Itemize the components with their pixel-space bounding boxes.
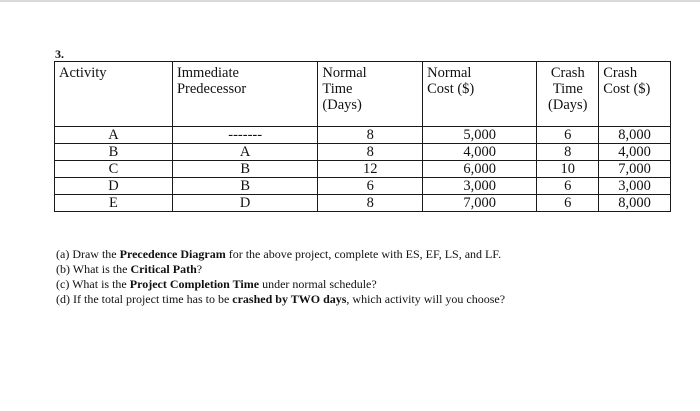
cell-normal-time: 8 <box>318 144 423 161</box>
cell-normal-time: 8 <box>318 127 423 144</box>
question-text: ? <box>196 262 203 276</box>
header-line: Activity <box>59 65 107 81</box>
table-row <box>55 195 671 212</box>
cell-crash-cost: 7,000 <box>599 161 671 178</box>
cell-crash-time: 8 <box>537 144 599 161</box>
header-activity <box>55 62 173 127</box>
cell-crash-cost: 8,000 <box>599 127 671 144</box>
cell-activity: D <box>55 178 173 195</box>
header-normal-time <box>318 62 423 127</box>
question-text: (b) What is the <box>56 262 131 276</box>
question-emphasis: Critical Path <box>130 262 197 276</box>
header-line: (Days) <box>548 97 588 113</box>
question-text: , which activity will you choose? <box>346 292 506 306</box>
question-text: (a) Draw the <box>56 247 120 261</box>
header-crash-time <box>537 62 599 127</box>
top-divider <box>0 0 700 2</box>
cell-normal-cost: 5,000 <box>423 127 537 144</box>
question-a <box>56 247 505 262</box>
cell-crash-cost: 8,000 <box>599 195 671 212</box>
cell-activity: E <box>55 195 173 212</box>
cell-activity: B <box>55 144 173 161</box>
cell-normal-time: 6 <box>318 178 423 195</box>
question-list <box>56 247 505 307</box>
question-emphasis: Precedence Diagram <box>119 247 226 261</box>
cell-normal-cost: 6,000 <box>423 161 537 178</box>
cell-activity: C <box>55 161 173 178</box>
table-header-row <box>55 62 671 127</box>
question-number: 3. <box>55 47 64 61</box>
question-emphasis: Project Completion Time <box>129 277 260 291</box>
cell-crash-time: 10 <box>537 161 599 178</box>
header-line: Cost ($) <box>603 81 651 97</box>
cell-crash-time: 6 <box>537 127 599 144</box>
header-line: (Days) <box>322 97 362 113</box>
cell-crash-cost: 4,000 <box>599 144 671 161</box>
table-row <box>55 127 671 144</box>
question-emphasis: crashed by TWO days <box>232 292 347 306</box>
header-immediate-predecessor <box>172 62 317 127</box>
question-text: (c) What is the <box>56 277 130 291</box>
cell-crash-cost: 3,000 <box>599 178 671 195</box>
table-row <box>55 178 671 195</box>
cell-crash-time: 6 <box>537 195 599 212</box>
question-d <box>56 292 505 307</box>
header-line: Normal <box>427 65 472 81</box>
header-line: Normal <box>322 65 367 81</box>
question-c <box>56 277 505 292</box>
header-line: Time <box>552 81 583 97</box>
cell-activity: A <box>55 127 173 144</box>
question-text: (d) If the total project time has to be <box>56 292 233 306</box>
header-crash-cost <box>599 62 671 127</box>
cell-predecessor: ------- <box>172 127 317 144</box>
cell-normal-cost: 4,000 <box>423 144 537 161</box>
cell-normal-time: 8 <box>318 195 423 212</box>
cell-normal-cost: 3,000 <box>423 178 537 195</box>
cell-normal-time: 12 <box>318 161 423 178</box>
cell-normal-cost: 7,000 <box>423 195 537 212</box>
header-line: Cost ($) <box>427 81 475 97</box>
header-line: Immediate <box>176 65 239 81</box>
cell-predecessor: B <box>172 161 317 178</box>
question-b <box>56 262 505 277</box>
cell-predecessor: D <box>172 195 317 212</box>
question-text: under normal schedule? <box>259 277 377 291</box>
table-row <box>55 144 671 161</box>
table-row <box>55 161 671 178</box>
header-line: Time <box>322 81 353 97</box>
activity-table <box>54 61 671 212</box>
question-text: for the above project, complete with ES, EF, LS, and LF. <box>225 247 502 261</box>
header-line: Crash <box>603 65 638 81</box>
header-line: Predecessor <box>176 81 247 97</box>
cell-crash-time: 6 <box>537 178 599 195</box>
header-line: Crash <box>550 65 585 81</box>
cell-predecessor: B <box>172 178 317 195</box>
cell-predecessor: A <box>172 144 317 161</box>
header-normal-cost <box>423 62 537 127</box>
